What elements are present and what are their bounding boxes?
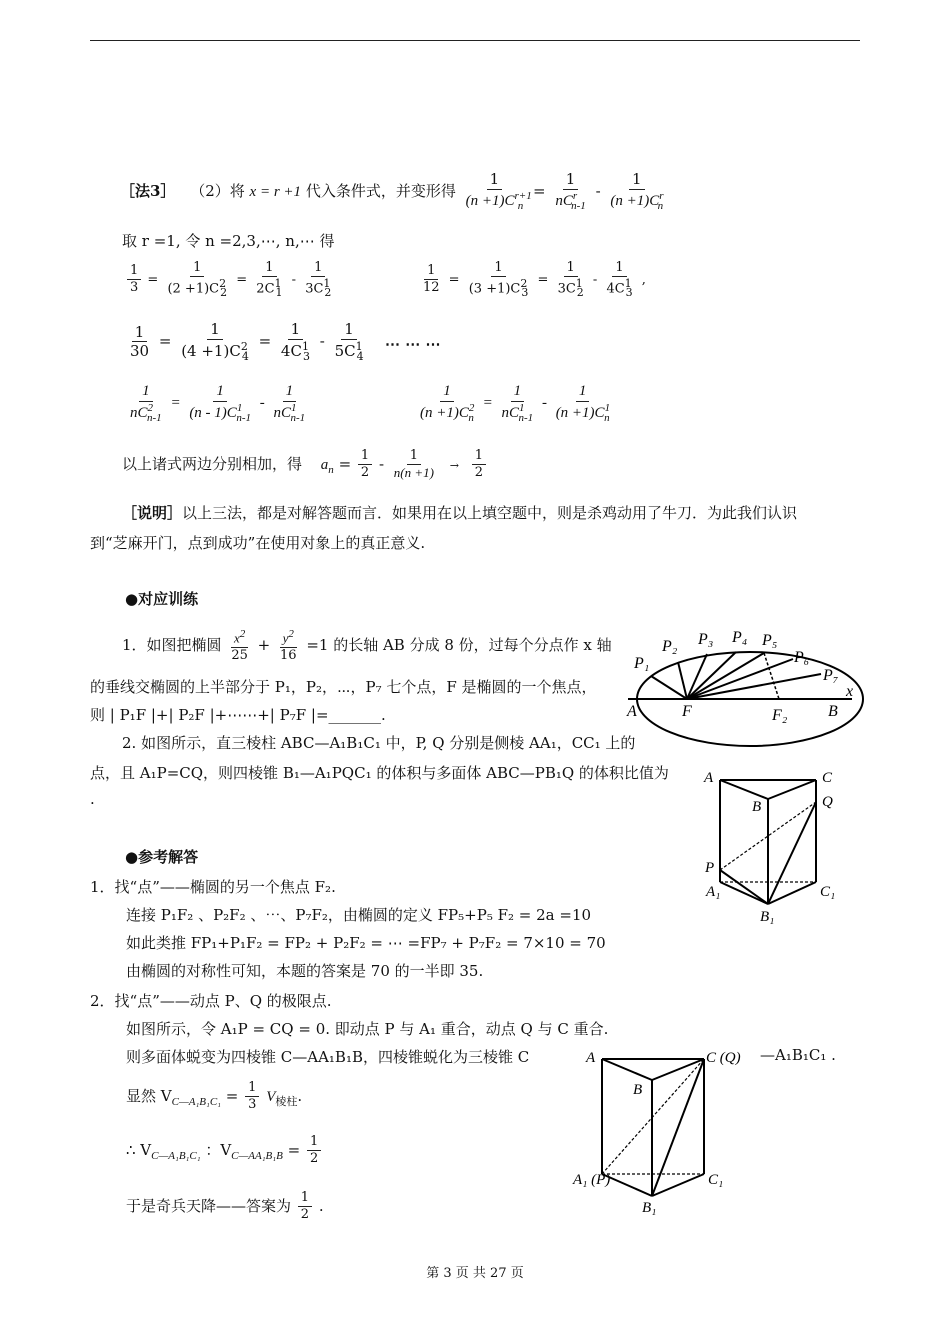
eq-row-3a: $\frac{1}{nC^2_{n-1}}$ = $\frac{1}{(n - 1)C^1_{n-1}}$ - $\frac{1}{nC^1_{n-1}}$ <box>130 383 306 424</box>
explain-line2: 到“芝麻开门，点到成功”在使用对象上的真正意义. <box>90 534 426 552</box>
q2-line1: 2. 如图所示，直三棱柱 ABC—A₁B₁C₁ 中，P, Q 分别是侧棱 AA₁，CC₁ 上的 <box>122 734 636 752</box>
label-p5: P₅ <box>762 632 778 649</box>
eq-row-1b: $\frac{1}{12}$ = $\frac{1}{(3 +1)C^2_3}$ = $\frac{1}{3C^1_2}$ - $\frac{1}{4C^1_3}$ , <box>423 260 646 300</box>
eq-row-3b: $\frac{1}{(n +1)C^2_n}$ = $\frac{1}{nC^1_{n-1}}$ - $\frac{1}{(n +1)C^1_n}$ <box>420 383 611 424</box>
eq-row-1a: $\frac{1}{3}$ = $\frac{1}{(2 +1)C^2_2}$ = $\frac{1}{2C^1_1}$ - $\frac{1}{3C^1_2}$ <box>125 260 336 300</box>
label-p6: P₆ <box>794 649 810 666</box>
a2-line4: ∴ $V_{C—A_1B_1C_1}$ ：$V_{C—AA_1B_1B}$ = $\frac{1}{2}$ <box>126 1134 323 1168</box>
p2-label-a: A <box>586 1050 596 1066</box>
p1-label-q: Q <box>822 794 833 810</box>
main-frac-lhs: $\frac{1}{(n +1)C^{r+1}_n}$ <box>465 170 532 212</box>
ellipse-figure <box>620 628 865 750</box>
p2-label-a1p: A₁ (P) <box>573 1172 611 1188</box>
p1-label-c: C <box>822 770 833 786</box>
label-b: B <box>828 703 838 720</box>
p2-label-b1: B₁ <box>642 1200 657 1216</box>
a1-line1: 连接 P₁F₂ 、P₂F₂ 、⋯、P₇F₂，由椭圆的定义 FP₅+P₅ F₂ = 2a =10 <box>126 906 592 924</box>
a2-line2: 则多面体蜕变为四棱锥 C—AA₁B₁B，四棱锥蜕化为三棱锥 C <box>126 1048 530 1066</box>
top-rule <box>90 40 860 41</box>
take-line: 取 r =1, 令 n =2,3,⋯, n,⋯ 得 <box>122 232 335 250</box>
label-p2: P₂ <box>662 638 678 655</box>
prism-figure-1 <box>698 766 846 924</box>
dots: ⋯ ⋯ ⋯ <box>385 335 441 353</box>
p1-label-c1: C₁ <box>820 884 836 900</box>
a2-line1: 如图所示，令 A₁P = CQ = 0. 即动点 P 与 A₁ 重合，动点 Q 与 C 重合. <box>126 1020 609 1038</box>
method3-intro: （2）将 <box>190 181 245 200</box>
explain-line1: ［说明］以上三法，都是对解答题而言．如果用在以上填空题中，则是杀鸡动用了牛刀．为此我们认识 <box>122 504 798 522</box>
eq-row-2a: $\frac{1}{30}$ = $\frac{1}{(4 +1)C^2_4}$ = $\frac{1}{4C^1_3}$ - $\frac{1}{5C^1_4}$ <box>130 320 364 363</box>
q1-line3: 则 | P₁F |+| P₂F |+⋯⋯+| P₇F |=_______. <box>90 706 386 724</box>
p1-label-p: P <box>705 860 715 876</box>
p2-label-c1: C₁ <box>708 1172 724 1188</box>
p2-label-cq: C (Q) <box>706 1050 741 1066</box>
answers-heading: ●参考解答 <box>125 848 199 866</box>
method3-line: ［法3］ （2）将 x = r +1 代入条件式，并变形得 $\frac{1}{(n +1)C^{r+1}_n}$ = $\frac{1}{nC^r_{n-1}}$ - $\frac{1}{(n +1)C^r_n}$ <box>120 170 668 214</box>
q1-line1: 1．如图把椭圆 $\frac{x^2}{25}$ + $\frac{y^2}{16}$ =1 的长轴 AB 分成 8 份，过每个分点作 x 轴 <box>122 628 612 663</box>
method3-label: ［法3］ <box>120 181 176 200</box>
training-heading: ●对应训练 <box>125 590 199 608</box>
label-p7: P₇ <box>823 667 839 684</box>
a2-line3: 显然 $V_{C—A_1B_1C_1}$ = $\frac{1}{3}$ $V_{棱柱}$. <box>126 1080 303 1113</box>
a2-title: 2．找“点”——动点 P、Q 的极限点. <box>90 992 332 1010</box>
prism-figure-2 <box>570 1044 760 1216</box>
label-p1: P₁ <box>634 655 650 672</box>
label-x: x <box>846 683 854 700</box>
label-f: F <box>682 703 692 720</box>
method3-intro2: 代入条件式，并变形得 <box>305 181 456 200</box>
method3-sub: x = r +1 <box>249 183 302 200</box>
p1-label-b1: B₁ <box>760 909 775 924</box>
label-f2: F₂ <box>772 707 788 724</box>
p1-label-a: A <box>704 770 714 786</box>
label-a: A <box>627 703 637 720</box>
label-p3: P₃ <box>698 631 714 648</box>
page-footer: 第 3 页 共 27 页 <box>426 1266 524 1281</box>
main-frac-rhs1: $\frac{1}{nC^r_{n-1}}$ <box>555 170 586 212</box>
a1-title: 1．找“点”——椭圆的另一个焦点 F₂. <box>90 878 336 896</box>
a2-line2-tail: —A₁B₁C₁ . <box>760 1046 836 1064</box>
a1-line2: 如此类推 FP₁+P₁F₂ = FP₂ + P₂F₂ = ⋯ =FP₇ + P₇F₂ = 7×10 = 70 <box>126 934 606 952</box>
label-p4: P₄ <box>732 629 748 646</box>
q1-line2: 的垂线交椭圆的上半部分于 P₁，P₂，⋯，P₇ 七个点，F 是椭圆的一个焦点， <box>90 678 597 696</box>
q2-line3: . <box>90 790 95 808</box>
main-frac-rhs2: $\frac{1}{(n +1)C^r_n}$ <box>610 170 664 212</box>
sum-line: 以上诸式两边分别相加，得 $a_n$ = $\frac{1}{2}$ - $\frac{1}{n(n +1)}$ → $\frac{1}{2}$ <box>122 448 488 482</box>
a2-line5: 于是奇兵天降——答案为 $\frac{1}{2}$ . <box>126 1190 324 1223</box>
q2-line2: 点，且 A₁P=CQ，则四棱锥 B₁—A₁PQC₁ 的体积与多面体 ABC—PB₁Q 的体积比值为 <box>90 764 669 782</box>
p1-label-b: B <box>752 799 762 815</box>
p2-label-b: B <box>633 1082 643 1098</box>
p1-label-a1: A₁ <box>706 884 721 900</box>
a1-line3: 由椭圆的对称性可知，本题的答案是 70 的一半即 35. <box>126 962 484 980</box>
